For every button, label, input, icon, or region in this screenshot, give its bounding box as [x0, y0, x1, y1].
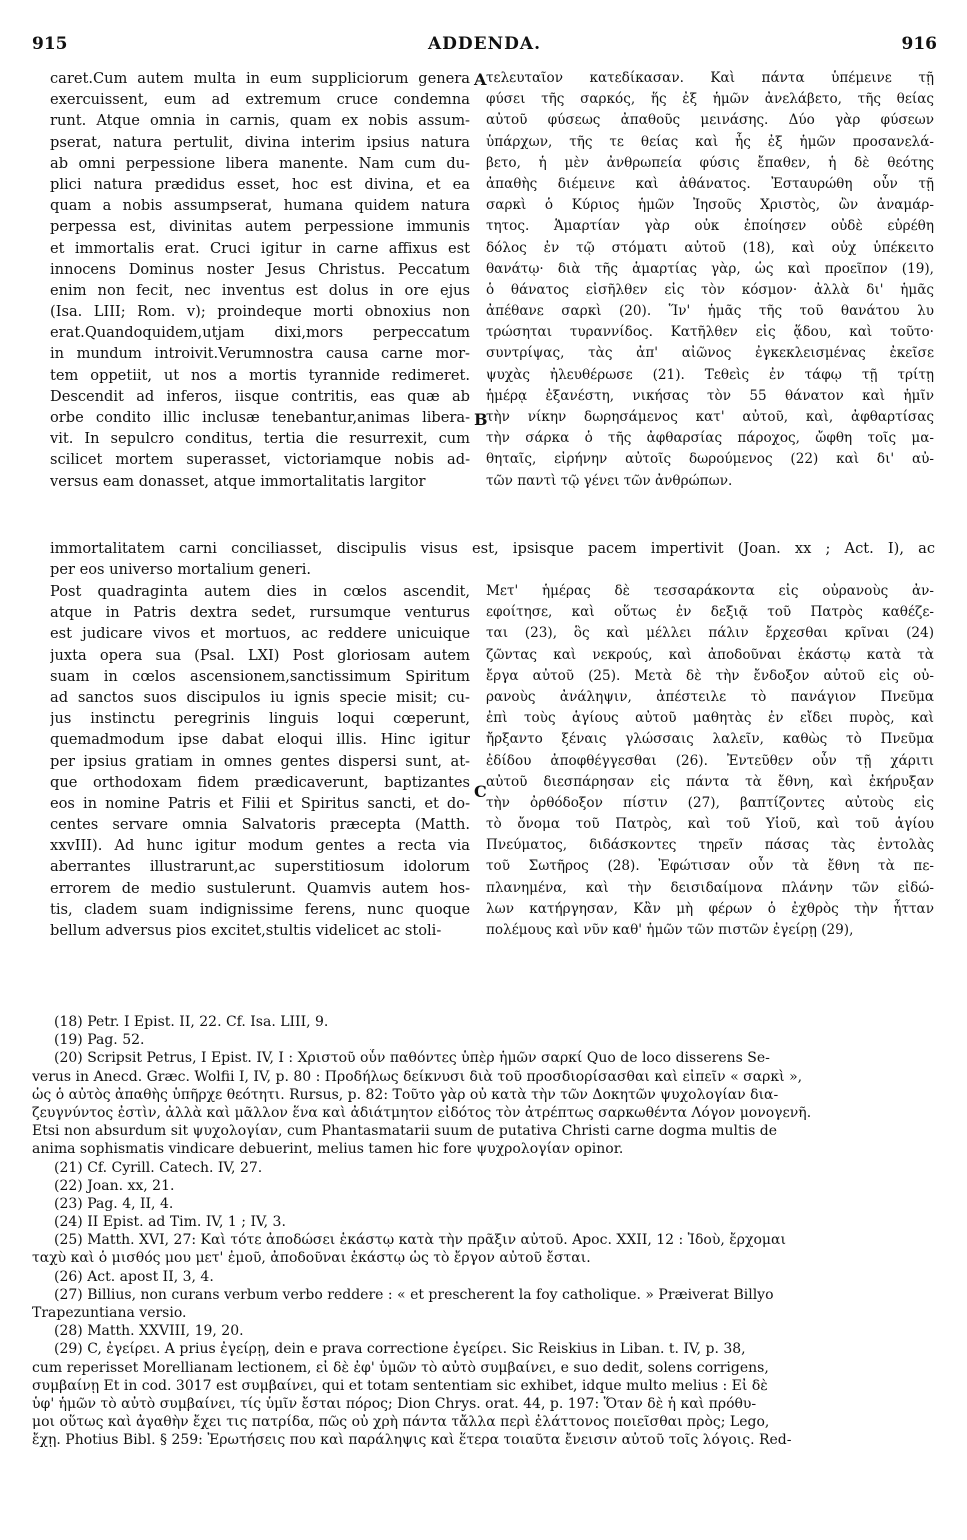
footnote-line: (20) Scripsit Petrus, I Epist. IV, I : Χριστοῦ οὖν παθόντες ὑπὲρ ἡμῶν σαρκί Quo de loco disserens Se-: [54, 1050, 770, 1067]
section-marker-a: A: [474, 70, 487, 89]
footnote-line: verus in Anecd. Græc. Wolfii I, IV, p. 80 : Προδήλως δείκνυσι διὰ τοῦ προσδιορίσασθαι καὶ εἰπεῖν « σαρκὶ »,: [32, 1068, 803, 1085]
text-line: πολέμους καὶ νῦν καθ' ἡμῶν τῶν πιστῶν ἐγείρῃ (29),: [486, 922, 854, 938]
text-line: θανάτῳ· διὰ τῆς ἁμαρτίας γὰρ, ὡς καὶ προεῖπον (19),: [486, 260, 934, 277]
text-line: runt. Atque omnia in carnis, quam ex nobis assum-: [50, 112, 470, 130]
text-line: atque in Patris dextra sedet, rursumque venturus: [50, 604, 470, 622]
footnote-line: συμβαίνῃ Et in cod. 3017 est συμβαίνει, qui et totam sententiam sic exhibet, idque multo melius : Εἰ δὲ: [32, 1377, 768, 1394]
greek-column-top: [486, 68, 934, 492]
text-line: ἡμέρᾳ ἐξανέστη, νικήσας τὸν 55 θάνατον καὶ ἡμῖν: [486, 387, 934, 404]
text-line: pserat, natura pertulit, divina interim ipsius natura: [50, 133, 470, 151]
text-line: ἐπὶ τοὺς ἁγίους αὐτοῦ μαθητὰς ἐν εἴδει πυρὸς, καὶ: [486, 710, 934, 727]
text-line: Μετ' ἡμέρας δὲ τεσσαράκοντα εἰς οὐρανοὺς ἀν-: [486, 583, 934, 599]
footnote-line: ὡς ὁ αὐτὸς ἀπαθὴς ὑπῆρχε θεότητι. Rursus, p. 82: Τοῦτο γὰρ οὐ κατὰ τὴν τῶν Δοκητῶν ψυχολογίαν δια-: [32, 1086, 779, 1103]
text-line: τὴν σάρκα ὁ τῆς ἀφθαρσίας πάροχος, ὤφθη τοῖς μα-: [486, 430, 934, 447]
text-line: centes servare omnia Salvatoris præcepta (Matth.: [50, 816, 470, 834]
running-title: ADDENDA.: [427, 34, 542, 54]
full-width-paragraph: [50, 538, 935, 580]
text-line: plici natura prædidus esset, hoc est divina, et ea: [50, 175, 470, 193]
text-line: exercuissent, eum ad extremum cruce condemna: [50, 91, 470, 109]
text-line: τοῦ Σωτῆρος (28). Ἐφώτισαν οὖν τὰ ἔθνη τὰ πε-: [486, 858, 934, 875]
text-line: ται (23), ὃς καὶ μέλλει πάλιν ἔρχεσθαι κρῖναι (24): [486, 625, 934, 642]
text-line: innocens Dominus noster Jesus Christus. Peccatum: [50, 260, 470, 278]
text-line: bellum adversus pios excitet,stultis videlicet ac stoli-: [50, 922, 442, 939]
section-marker-c: C: [474, 782, 487, 801]
text-line: τὴν ὀρθόδοξον πίστιν (27), βαπτίζοντες αὐτοὺς εἰς: [486, 794, 934, 811]
greek-column-bottom: [486, 581, 934, 941]
text-line: αὐτοῦ φύσεως ἀπαθοῦς μεινάσης. Δύο γὰρ φύσεων: [486, 112, 934, 129]
text-line: βετο, ἡ μὲν ἀνθρωπεία φύσις ἔπαθεν, ἡ δὲ θεότης: [486, 154, 934, 171]
page-header: [32, 34, 937, 60]
text-line: ad sanctos suos discipulos iu ignis specie misit; cu-: [50, 688, 470, 706]
text-line: ζῶντας καὶ νεκρούς, καὶ ἀποδοῦναι ἑκάστῳ κατὰ τὰ: [486, 646, 934, 663]
text-line: ἀπαθὴς διέμεινε καὶ ἀθάνατος. Ἐσταυρώθη οὖν τῇ: [486, 175, 934, 192]
text-line: δόλος ἐν τῷ στόματι αὐτοῦ (18), καὶ οὐχ ὑπέκειτο: [486, 239, 934, 256]
footnotes: [32, 1013, 934, 1450]
footnote-line: (21) Cf. Cyrill. Catech. IV, 27.: [54, 1159, 263, 1176]
footnote-line: (18) Petr. I Epist. II, 22. Cf. Isa. LIII, 9.: [54, 1014, 329, 1030]
text-line: ὑπάρχων, τῆς τε θείας καὶ ἧς ἐξ ἡμῶν προσανελά-: [486, 133, 934, 150]
footnote-line: (26) Act. apost II, 3, 4.: [54, 1268, 214, 1285]
text-line: vit. In sepulcro conditus, tertia die resurrexit, cum: [50, 430, 470, 448]
text-line: Descendit ad inferos, iisque contritis, eas quæ ab: [50, 387, 470, 405]
latin-column-bottom: [50, 581, 470, 941]
text-line: ἐδίδου ἀποφθέγγεσθαι (26). Ἐντεῦθεν οὖν τῇ χάριτι: [486, 752, 934, 769]
text-line: (Isa. LIII; Rom. v); proindeque morti obnoxius non: [50, 303, 470, 321]
footnote-line: (28) Matth. XXVIII, 19, 20.: [54, 1323, 244, 1340]
text-line: orbe condito illic inclusæ tenebantur,animas libera-: [50, 409, 470, 426]
footnote-line: (22) Joan. xx, 21.: [54, 1177, 175, 1194]
left-page-number: 915: [32, 34, 68, 54]
text-line: in mundum introivit.Verumnostra causa carne mor-: [50, 345, 470, 363]
text-line: τητος. Ἁμαρτίαν γὰρ οὐκ ἐποίησεν οὐδὲ εὑρέθη: [486, 218, 934, 235]
text-line: enim non fecit, nec inventus est dolus in ore ejus: [50, 281, 470, 299]
text-line: ἤρξαντο ξέναις γλώσσαις λαλεῖν, καθὼς τὸ Πνεῦμα: [486, 731, 934, 748]
footnote-line: ζευγνύντος ἐστὶν, ἀλλὰ καὶ μᾶλλον ἕνα καὶ ἀδιάτμητον εἰδότος τὸν ἀτρέπτως σαρκωθέντα Λόγον μονογενῆ.: [32, 1104, 812, 1121]
footnote-line: (29) C, ἐγείρει. A prius ἐγείρῃ, dein e prava correctione ἐγείρει. Sic Reiskius in Liban. t. IV, p. 38,: [54, 1341, 746, 1358]
text-line: suam in cœlos ascensionem,sanctissimum Spiritum: [50, 667, 470, 685]
footnote-line: anima sophismatis vindicare debuerint, melius tamen hic fore ψυχρολογίαν opinor.: [32, 1141, 624, 1158]
text-line: eos in nomine Patris et Filii et Spiritus sancti, et do-: [50, 794, 470, 812]
text-line: caret.Cum autem multa in eum suppliciorum genera: [50, 70, 470, 87]
footnote-line: ἔχῃ. Photius Bibl. § 259: Ἐρωτήσεις που καὶ παράληψις καὶ ἕτερα τοιαῦτα ἔνεισιν αὐτοῦ τοῖς λόγοις. Red-: [32, 1432, 792, 1449]
text-line: ab omni perpessione libera manente. Nam cum du-: [50, 154, 470, 172]
text-line: ψυχὰς ἠλευθέρωσε (21). Τεθεὶς ἐν τάφῳ τῇ τρίτῃ: [486, 366, 934, 383]
footnote-line: Trapezuntiana versio.: [32, 1305, 187, 1321]
text-line: φύσει τῆς σαρκός, ἥς ἐξ ἡμῶν ἀνελάβετο, τῆς θείας: [486, 91, 934, 108]
text-line: juxta opera sua (Psal. LXI) Post gloriosam autem: [50, 646, 470, 664]
right-page-number: 916: [901, 34, 937, 54]
text-line: erat.Quandoquidem,utjam dixi,mors perpeccatum: [50, 324, 470, 342]
text-line: τρώσηται τυραννίδος. Κατῆλθεν εἰς ᾅδου, καὶ τοῦτο·: [486, 324, 934, 341]
footnote-line: ὑφ' ἡμῶν τὸ αὐτὸ συμβαίνει, τίς ὑμῖν ἔσται πόρος; Dion Chrys. orat. 44, p. 197: Ὅταν δὲ ἡ καὶ πρόθυ-: [32, 1395, 757, 1412]
footnote-line: Etsi non absurdum sit ψυχολογίαν, cum Phantasmatarii suum de putativa Christi carne dogma multis de: [32, 1123, 778, 1140]
text-line: quemadmodum ipse dabat eloqui illis. Hinc igitur: [50, 731, 470, 749]
text-line: tem oppetiit, ut nos a mortis tyrannide redimeret.: [50, 366, 470, 384]
text-line: τελευταῖον κατεδίκασαν. Καὶ πάντα ὑπέμεινε τῇ: [486, 70, 934, 86]
footnote-line: ταχὺ καὶ ὁ μισθός μου μετ' ἐμοῦ, ἀποδοῦναι ἑκάστῳ ὡς τὸ ἔργον αὐτοῦ ἔσται.: [32, 1250, 591, 1267]
footnote-line: (24) II Epist. ad Tim. IV, 1 ; IV, 3.: [54, 1214, 286, 1231]
text-line: quam a nobis assumpserat, humana quidem natura: [50, 197, 470, 215]
text-line: que orthodoxam fidem prædicaverunt, baptizantes: [50, 773, 470, 791]
text-line: αὐτοῦ διεσπάρησαν εἰς πάντα τὰ ἔθνη, καὶ ἐκήρυξαν: [486, 773, 934, 790]
text-line: λων κατήργησαν, Κἂν μὴ φέρων ὁ ἐχθρὸς τὴν ἧτταν: [486, 900, 934, 917]
text-line: per eos universo mortalium generi.: [50, 561, 312, 579]
text-line: ὁ θάνατος εἰσῆλθεν εἰς τὸν κόσμον· ἀλλὰ δι' ἡμᾶς: [486, 281, 934, 298]
text-line: versus eam donasset, atque immortalitatis largitor: [50, 472, 426, 490]
footnote-line: cum reperisset Morellianam lectionem, εἰ δὲ ἐφ' ὑμῶν τὸ αὐτὸ συμβαίνει, e suo dedit, solens corrigens,: [32, 1359, 769, 1376]
text-line: aberrantes illustrarunt,ac superstitiosum idolorum: [50, 858, 470, 876]
footnote-line: μοι οὕτως καὶ ἀγαθὴν ἔχει τις πατρίδα, πῶς οὐ χρὴ πάντα τἄλλα περὶ ἐλάττονος ποιεῖσθαι πρὸς; Lego,: [32, 1414, 770, 1431]
text-line: Πνεύματος, διδάσκοντες τηρεῖν πάσας τὰς ἐντολὰς: [486, 837, 934, 854]
text-line: errorem de medio sustulerunt. Quamvis autem hos-: [50, 879, 470, 897]
latin-column-top: [50, 68, 470, 492]
text-line: Post quadraginta autem dies in cœlos ascendit,: [50, 583, 470, 600]
text-line: σαρκὶ ὁ Κύριος ἡμῶν Ἰησοῦς Χριστὸς, ὢν ἀναμάρ-: [486, 197, 934, 214]
text-line: τῶν παντὶ τῷ γένει τῶν ἀνθρώπων.: [486, 472, 733, 489]
text-line: ἀπέθανε σαρκὶ (20). Ἵν' ἡμᾶς τῆς τοῦ θανάτου λυ: [486, 303, 934, 320]
footnote-line: (23) Pag. 4, II, 4.: [54, 1195, 174, 1212]
text-line: τὴν νίκην δωρησάμενος κατ' αὐτοῦ, καὶ, ἀφθαρτίσας: [486, 409, 934, 425]
text-line: per ipsius gratiam in omnes gentes dispersi sunt, at-: [50, 752, 470, 770]
text-line: scilicet mortem superasset, victoriamque nobis ad-: [50, 451, 470, 469]
text-line: ρανοὺς ἀνάληψιν, ἀπέστειλε τὸ πανάγιον Πνεῦμα: [486, 688, 934, 705]
section-marker-b: B: [474, 410, 488, 429]
footnote-line: (25) Matth. XVI, 27: Καὶ τότε ἀποδώσει ἑκάστῳ κατὰ τὴν πρᾶξιν αὐτοῦ. Apoc. XXII, 12 : Ἰδοὺ, ἔρχομαι: [54, 1232, 786, 1249]
text-line: συντρίψας, τὰς ἀπ' αἰῶνος ἐγκεκλεισμένας ἐκεῖσε: [486, 345, 934, 362]
text-line: τὸ ὄνομα τοῦ Πατρὸς, καὶ τοῦ Υἱοῦ, καὶ τοῦ ἁγίου: [486, 816, 934, 833]
text-line: πλανημένα, καὶ τὴν δεισιδαίμονα πλάνην τῶν εἰδώ-: [486, 879, 934, 896]
text-line: tis, cladem suam indignissime ferens, nunc quoque: [50, 900, 470, 918]
text-line: θηταῖς, εἰρήνην αὐτοῖς δωρούμενος (22) καὶ δι' αὐ-: [486, 451, 934, 468]
text-line: perpessa est, divinitas autem perpessione immunis: [50, 218, 470, 236]
footnote-line: (19) Pag. 52.: [54, 1032, 145, 1049]
text-line: est judicare vivos et mortuos, ac reddere unicuique: [50, 625, 470, 643]
text-line: immortalitatem carni conciliasset, discipulis visus est, ipsisque pacem impertivit (Joan. xx ; Act. I), ac: [50, 540, 935, 557]
text-line: ἔργα αὐτοῦ (25). Μετὰ δὲ τὴν ἔνδοξον αὐτοῦ εἰς οὐ-: [486, 667, 934, 684]
text-line: εφοίτησε, καὶ οὕτως ἐν δεξιᾷ τοῦ Πατρὸς καθέζε-: [486, 604, 934, 621]
footnote-line: (27) Billius, non curans verbum verbo reddere : « et prescherent la foy catholique. » Præiverat Billyo: [54, 1286, 774, 1303]
text-line: xxvIII). Ad hunc igitur modum gentes a recta via: [50, 837, 470, 855]
text-line: et immortalis erat. Cruci igitur in carne affixus est: [50, 239, 470, 257]
text-line: jus instinctu peregrinis linguis loqui cœperunt,: [50, 710, 470, 728]
